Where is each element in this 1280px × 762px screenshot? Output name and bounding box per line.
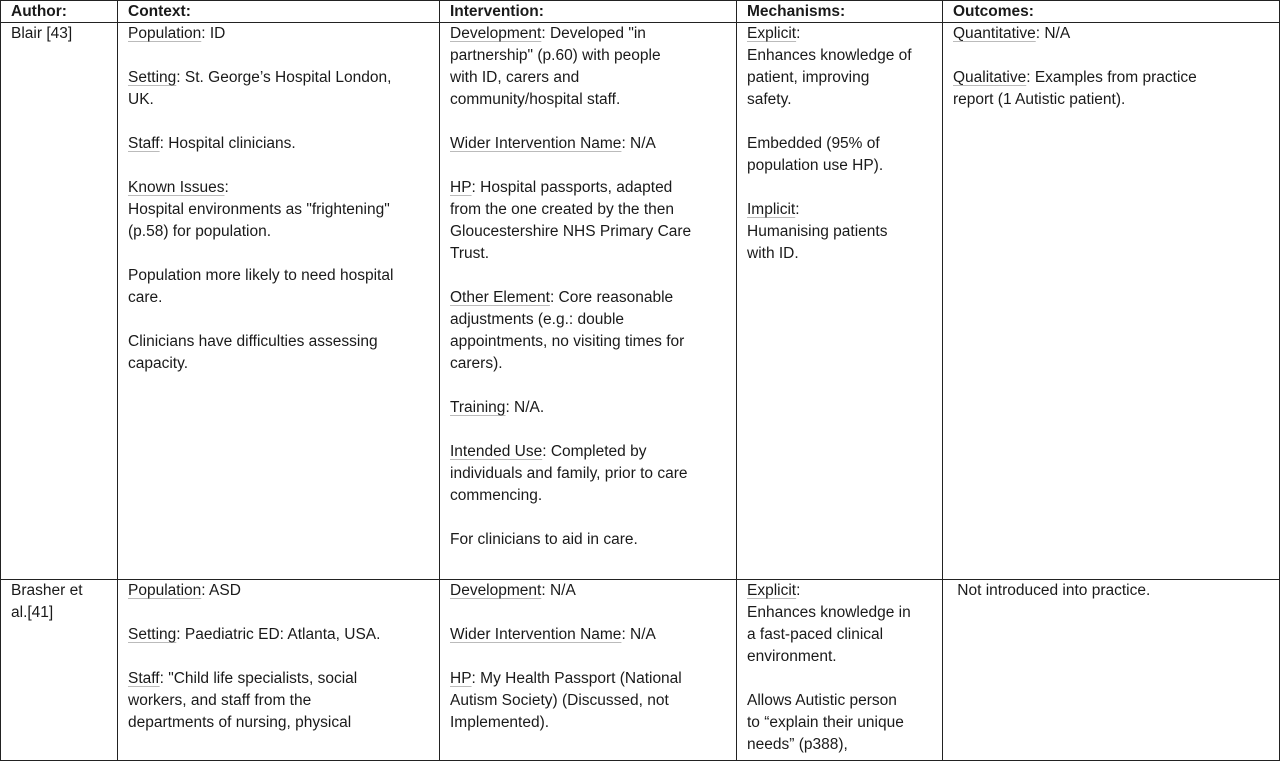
text-line: report (1 Autistic patient). [953, 91, 1126, 108]
text-line: Humanising patients [747, 223, 888, 240]
field-text: : Examples from practice [1026, 69, 1197, 86]
text-line: Hospital environments as "frightening" [128, 201, 390, 218]
text-line: care. [128, 289, 163, 306]
text-line: with ID. [747, 245, 799, 262]
field-label: Development [450, 582, 542, 599]
field-label: Training [450, 399, 506, 416]
mechanisms-cell [737, 23, 943, 580]
field-text: : Completed by [542, 443, 647, 460]
field-label: Setting [128, 626, 177, 643]
text-line: workers, and staff from the [128, 692, 312, 709]
text-line: Enhances knowledge in [747, 604, 911, 621]
author-name: Blair [43] [11, 25, 73, 42]
mechanisms-cell [737, 580, 943, 761]
field-label: Population [128, 25, 202, 42]
text-line: Implemented). [450, 714, 550, 731]
field-label: Intended Use [450, 443, 543, 460]
field-label: Setting [128, 69, 177, 86]
field-label: HP [450, 179, 472, 196]
text-line: to “explain their unique [747, 714, 904, 731]
intervention-hp [450, 177, 730, 199]
author-cell [1, 23, 118, 580]
text-line: Embedded (95% of [747, 135, 880, 152]
text-line: environment. [747, 648, 837, 665]
field-label: Wider Intervention Name [450, 626, 622, 643]
text-line: For clinicians to aid in care. [450, 531, 638, 548]
field-text: : "Child life specialists, social [159, 670, 358, 687]
text-line: Population more likely to need hospital [128, 267, 394, 284]
field-text: : Developed "in [541, 25, 646, 42]
text-line: appointments, no visiting times for [450, 333, 685, 350]
table-row [1, 23, 1280, 580]
text-line: partnership" (p.60) with people [450, 47, 661, 64]
intervention-intended-use [450, 441, 730, 463]
context-cell [118, 23, 440, 580]
field-text: : Hospital passports, adapted [471, 179, 673, 196]
author-name-cont: al.[41] [11, 604, 54, 621]
mechanism-explicit [747, 23, 936, 45]
field-label: Development [450, 25, 542, 42]
table-row [1, 580, 1280, 761]
text-line: Trust. [450, 245, 490, 262]
text-line: adjustments (e.g.: double [450, 311, 625, 328]
mechanism-implicit [747, 199, 936, 221]
field-label: Implicit [747, 201, 796, 218]
context-staff [128, 133, 433, 155]
field-label: Staff [128, 135, 160, 152]
intervention-training [450, 397, 730, 419]
field-label: HP [450, 670, 472, 687]
text-line: needs” (p388), [747, 736, 848, 753]
outcome-quantitative [953, 23, 1273, 45]
field-text: : N/A [621, 135, 656, 152]
text-line: Clinicians have difficulties assessing [128, 333, 378, 350]
field-label: Wider Intervention Name [450, 135, 622, 152]
field-text: : [224, 179, 229, 196]
field-text: : ID [201, 25, 226, 42]
intervention-development [450, 580, 730, 602]
field-label: Qualitative [953, 69, 1027, 86]
field-text: : St. George’s Hospital London, [176, 69, 392, 86]
text-line: individuals and family, prior to care [450, 465, 688, 482]
field-text: : N/A [1035, 25, 1071, 42]
text-line: departments of nursing, physical [128, 714, 352, 731]
intervention-wider-name [450, 624, 730, 646]
intervention-other-element [450, 287, 730, 309]
text-line: (p.58) for population. [128, 223, 272, 240]
intervention-development [450, 23, 730, 45]
text-line: Enhances knowledge of [747, 47, 912, 64]
intervention-hp [450, 668, 730, 690]
context-setting-cont: UK. [128, 91, 154, 108]
text-line: population use HP). [747, 157, 884, 174]
text-line: community/hospital staff. [450, 91, 621, 108]
field-text: : Paediatric ED: Atlanta, USA. [176, 626, 381, 643]
context-staff [128, 668, 433, 690]
header-context: Context: [118, 1, 440, 23]
intervention-cell [440, 580, 737, 761]
field-label: Staff [128, 670, 160, 687]
context-population [128, 23, 433, 45]
text-line: capacity. [128, 355, 189, 372]
intervention-cell [440, 23, 737, 580]
header-author: Author: [1, 1, 118, 23]
text-line: safety. [747, 91, 792, 108]
header-intervention: Intervention: [440, 1, 737, 23]
field-text: : My Health Passport (National [471, 670, 682, 687]
outcome-qualitative [953, 67, 1273, 89]
field-label: Known Issues [128, 179, 225, 196]
context-population [128, 580, 433, 602]
author-name: Brasher et [11, 582, 83, 599]
context-known-issues [128, 177, 433, 199]
field-label: Explicit [747, 25, 797, 42]
field-text: : N/A [541, 582, 576, 599]
context-setting [128, 624, 433, 646]
field-label: Explicit [747, 582, 797, 599]
text-line: patient, improving [747, 69, 870, 86]
context-setting [128, 67, 433, 89]
field-text: : Core reasonable [549, 289, 674, 306]
text-line: Autism Society) (Discussed, not [450, 692, 669, 709]
field-text: : [796, 25, 801, 42]
field-text: : Hospital clinicians. [159, 135, 296, 152]
author-cell [1, 580, 118, 761]
text-line: commencing. [450, 487, 543, 504]
field-label: Other Element [450, 289, 550, 306]
outcomes-cell [943, 23, 1280, 580]
text-line: Gloucestershire NHS Primary Care [450, 223, 692, 240]
text-line: carers). [450, 355, 503, 372]
text-line: from the one created by the then [450, 201, 675, 218]
field-text: : N/A. [505, 399, 545, 416]
text-line: Allows Autistic person [747, 692, 897, 709]
field-text: : [795, 201, 800, 218]
intervention-wider-name [450, 133, 730, 155]
field-text: : N/A [621, 626, 656, 643]
outcomes-cell [943, 580, 1280, 761]
header-row [1, 1, 1280, 23]
field-label: Population [128, 582, 202, 599]
field-text: : [796, 582, 801, 599]
outcome-text: Not introduced into practice. [953, 582, 1151, 599]
header-mechanisms: Mechanisms: [737, 1, 943, 23]
text-line: with ID, carers and [450, 69, 580, 86]
header-outcomes: Outcomes: [943, 1, 1280, 23]
context-cell [118, 580, 440, 761]
mechanism-explicit [747, 580, 936, 602]
field-text: : ASD [201, 582, 241, 599]
field-label: Quantitative [953, 25, 1036, 42]
text-line: a fast-paced clinical [747, 626, 884, 643]
